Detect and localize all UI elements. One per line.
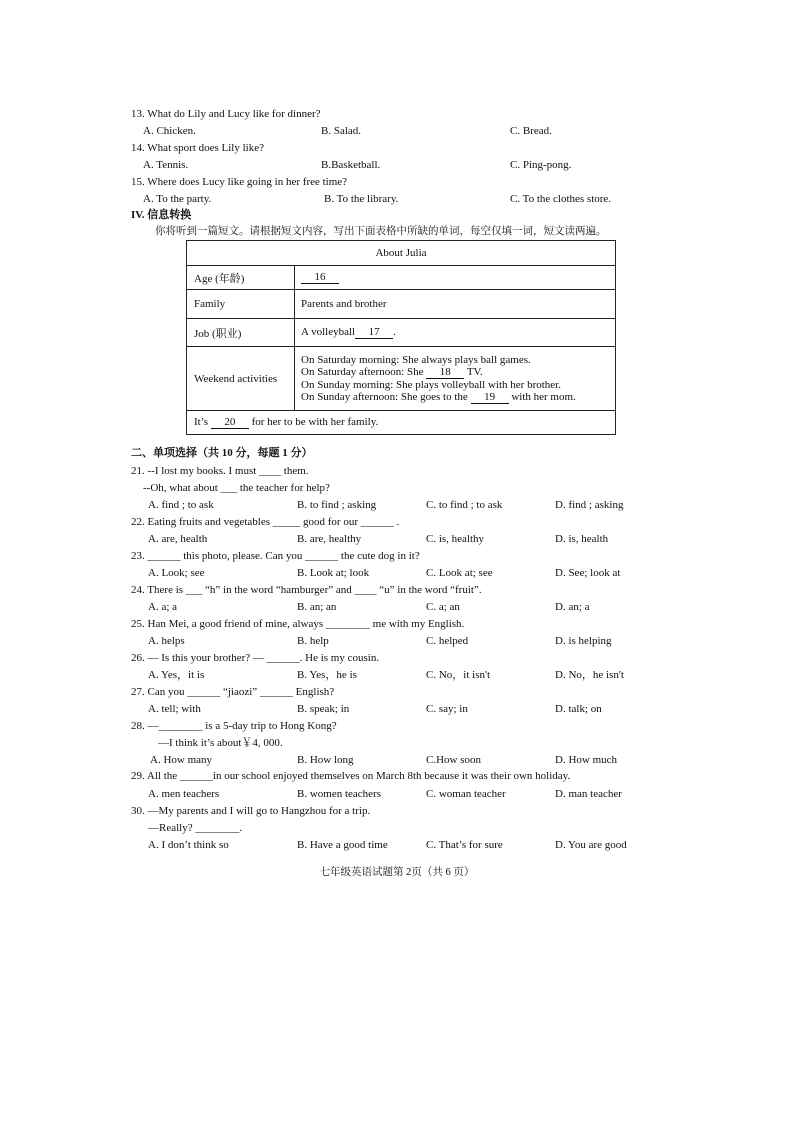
option-15b: B. To the library. bbox=[324, 193, 399, 205]
question-24: 24. There is ___ “h” in the word “hamburger” and ____ “u” in the word “fruit”. bbox=[131, 584, 482, 596]
option-30b: B. Have a good time bbox=[297, 839, 388, 851]
option-23a: A. Look; see bbox=[148, 567, 205, 579]
option-29d: D. man teacher bbox=[555, 788, 622, 800]
table-title: About Julia bbox=[375, 247, 427, 259]
option-28a: A. How many bbox=[150, 754, 213, 766]
option-24a: A. a; a bbox=[148, 601, 178, 613]
option-28b: B. How long bbox=[297, 754, 354, 766]
option-30c: C. That’s for sure bbox=[426, 839, 503, 851]
question-30-line1: 30. —My parents and I will go to Hangzhou for a trip. bbox=[131, 805, 371, 817]
weekend-label: Weekend activities bbox=[187, 347, 295, 410]
option-24d: D. an; a bbox=[555, 601, 590, 613]
option-22c: C. is, healthy bbox=[426, 533, 485, 545]
section-2-heading: 二、单项选择（共 10 分，每题 1 分） bbox=[131, 447, 313, 459]
option-26d: D. No，he isn't bbox=[555, 669, 624, 681]
question-27: 27. Can you ______ “jiaozi” ______ English? bbox=[131, 686, 335, 698]
option-22d: D. is, health bbox=[555, 533, 609, 545]
question-29: 29. All the ______in our school enjoyed themselves on March 8th because it was their own holiday. bbox=[131, 770, 571, 782]
option-13a: A. Chicken. bbox=[143, 125, 196, 137]
option-15a: A. To the party. bbox=[143, 193, 212, 205]
option-21b: B. to find ; asking bbox=[297, 499, 377, 511]
question-14: 14. What sport does Lily like? bbox=[131, 142, 264, 154]
option-13c: C. Bread. bbox=[510, 125, 552, 137]
option-30a: A. I don’t think so bbox=[148, 839, 229, 851]
option-25c: C. helped bbox=[426, 635, 469, 647]
section-iv-instruction: 你将听到一篇短文。请根据短文内容，写出下面表格中所缺的单词，每空仅填一词，短文读两遍。 bbox=[155, 226, 607, 237]
option-28d: D. How much bbox=[555, 754, 618, 766]
option-29a: A. men teachers bbox=[148, 788, 220, 800]
weekend-line-2: On Saturday afternoon: She 18 TV. bbox=[301, 365, 483, 378]
table-row-last: It’s 20 for her to be with her family. bbox=[187, 410, 615, 434]
question-21-line2: --Oh, what about ___ the teacher for help? bbox=[143, 482, 330, 494]
option-30d: D. You are good bbox=[555, 839, 627, 851]
question-25: 25. Han Mei, a good friend of mine, always ________ me with my English. bbox=[131, 618, 465, 630]
question-30-line2: —Really? ________. bbox=[148, 822, 243, 834]
table-row-job: Job (职业) A volleyball 17 . bbox=[187, 318, 615, 346]
option-25a: A. helps bbox=[148, 635, 185, 647]
question-13: 13. What do Lily and Lucy like for dinner? bbox=[131, 108, 321, 120]
option-27d: D. talk; on bbox=[555, 703, 602, 715]
option-27a: A. tell; with bbox=[148, 703, 201, 715]
option-14c: C. Ping-pong. bbox=[510, 159, 572, 171]
option-13b: B. Salad. bbox=[321, 125, 362, 137]
option-22a: A. are, health bbox=[148, 533, 208, 545]
option-25d: D. is helping bbox=[555, 635, 612, 647]
table-row-weekend bbox=[187, 346, 615, 410]
option-24b: B. an; an bbox=[297, 601, 337, 613]
weekend-line-4: On Sunday afternoon: She goes to the 19 with her mom. bbox=[301, 390, 576, 403]
option-29c: C. woman teacher bbox=[426, 788, 506, 800]
option-24c: C. a; an bbox=[426, 601, 460, 613]
option-14a: A. Tennis. bbox=[143, 159, 189, 171]
family-label: Family bbox=[187, 290, 295, 318]
age-label: Age (年龄) bbox=[187, 266, 295, 289]
question-26: 26. — Is this your brother? — ______. He is my cousin. bbox=[131, 652, 380, 664]
info-table bbox=[186, 240, 616, 435]
blank-16: 16 bbox=[301, 271, 339, 284]
question-22: 22. Eating fruits and vegetables _____ good for our ______ . bbox=[131, 516, 400, 528]
option-21c: C. to find ; to ask bbox=[426, 499, 503, 511]
blank-18: 18 bbox=[426, 366, 464, 379]
job-prefix: A volleyball bbox=[301, 326, 356, 338]
option-23c: C. Look at; see bbox=[426, 567, 493, 579]
table-title-row bbox=[187, 241, 615, 265]
option-26a: A. Yes，it is bbox=[148, 669, 205, 681]
option-27b: B. speak; in bbox=[297, 703, 350, 715]
blank-20: 20 bbox=[211, 416, 249, 429]
option-29b: B. women teachers bbox=[297, 788, 381, 800]
weekend-line-3: On Sunday morning: She plays volleyball with her brother. bbox=[301, 378, 561, 391]
page-footer: 七年级英语试题第 2页（共 6 页） bbox=[319, 867, 475, 878]
job-label: Job (职业) bbox=[187, 319, 295, 346]
family-value: Parents and brother bbox=[301, 298, 387, 310]
weekend-line-1: On Saturday morning: She always plays ball games. bbox=[301, 353, 531, 366]
section-iv-heading: IV. 信息转换 bbox=[131, 209, 192, 221]
table-row-age bbox=[187, 265, 615, 289]
blank-19: 19 bbox=[471, 391, 509, 404]
blank-17: 17 bbox=[355, 326, 393, 339]
question-28-line2: —I think it’s about￥4, 000. bbox=[158, 737, 283, 749]
option-26b: B. Yes，he is bbox=[297, 669, 357, 681]
option-21d: D. find ; asking bbox=[555, 499, 624, 511]
option-25b: B. help bbox=[297, 635, 329, 647]
option-26c: C. No，it isn't bbox=[426, 669, 491, 681]
question-28-line1: 28. —________ is a 5-day trip to Hong Kong? bbox=[131, 720, 337, 732]
option-27c: C. say; in bbox=[426, 703, 468, 715]
table-row-family bbox=[187, 289, 615, 318]
option-28c: C.How soon bbox=[426, 754, 482, 766]
option-14b: B.Basketball. bbox=[321, 159, 381, 171]
question-15: 15. Where does Lucy like going in her free time? bbox=[131, 176, 348, 188]
question-23: 23. ______ this photo, please. Can you ______ the cute dog in it? bbox=[131, 550, 420, 562]
option-21a: A. find ; to ask bbox=[148, 499, 214, 511]
option-22b: B. are, healthy bbox=[297, 533, 362, 545]
option-15c: C. To the clothes store. bbox=[510, 193, 612, 205]
option-23d: D. See; look at bbox=[555, 567, 621, 579]
question-21-line1: 21. --I lost my books. I must ____ them. bbox=[131, 465, 309, 477]
option-23b: B. Look at; look bbox=[297, 567, 370, 579]
